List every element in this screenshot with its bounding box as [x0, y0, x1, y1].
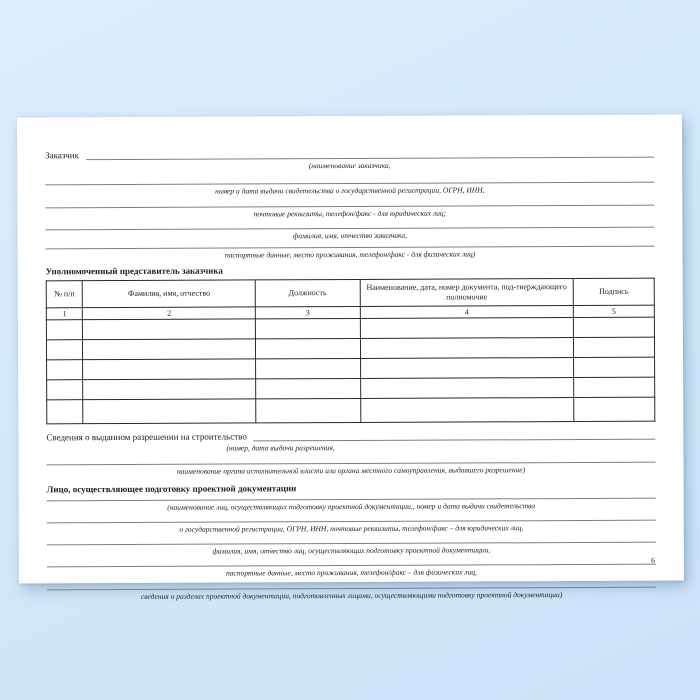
table-row	[46, 337, 654, 360]
column-number: 4	[360, 306, 573, 319]
designer-caption-5: сведения о разделах проектной документации, подготовленных лицами, осуществляющими подготовку проектной документации)	[140, 590, 563, 601]
permit-caption-2: наименование органа исполнительной власти или органа местного самоуправления, выдавшего разрешение)	[176, 465, 526, 476]
designer-caption-3: фамилия, имя, отчество лиц, осуществляющих подготовку проектной документации,	[212, 545, 491, 556]
header-cell-num: № п/п	[46, 281, 83, 308]
permit-caption-1: (номер, дата выдачи разрешения,	[226, 443, 335, 453]
customer-field	[45, 148, 654, 161]
header-cell-name: Фамилия, имя, отчество	[83, 280, 256, 308]
designer-caption-4: паспортные данные, место проживания, телефон/факс – для физических лиц,	[226, 567, 477, 578]
header-cell-position: Должность	[255, 279, 360, 306]
customer-label: Заказчик	[45, 150, 80, 161]
table-row	[47, 397, 655, 424]
customer-caption-4: фамилия, имя, отчество заказчика,	[292, 230, 408, 241]
customer-caption-5: паспортные данные, место проживания, телефон/факс - для физических лиц)	[224, 249, 476, 260]
customer-caption-1: (наименование заказчика,	[308, 160, 391, 171]
representative-heading: Уполномоченный представитель заказчика	[45, 265, 223, 277]
column-number: 5	[573, 305, 654, 317]
designer-caption-1: (наименование лиц, осуществляющих подготовку проектной документации,, номер и дата выдачи свидетельства	[167, 501, 536, 512]
table-row	[47, 357, 655, 380]
table-row	[47, 377, 655, 400]
designer-heading: Лицо, осуществляющее подготовку проектной документации	[46, 483, 297, 495]
customer-caption-2: номер и дата выдачи свидетельства о государственной регистрации, ОГРН, ИНН,	[215, 185, 485, 196]
designer-caption-2: о государственной регистрации, ОГРН, ИНН, почтовые реквизиты, телефон/факс – для юридических лиц,	[179, 523, 524, 534]
permit-label: Сведения о выданном разрешении на строительство	[46, 431, 247, 443]
table-header-row	[46, 278, 654, 308]
document-page	[17, 115, 684, 601]
column-number: 3	[255, 306, 360, 318]
header-cell-document: Наименование, дата, номер документа, под-тверждающего полномочие	[360, 279, 574, 307]
table-row	[46, 317, 654, 340]
header-cell-signature: Подпись	[573, 278, 654, 305]
representatives-table	[46, 278, 656, 425]
permit-blank-line	[254, 430, 656, 442]
customer-caption-3: почтовые реквизиты, телефон/факс - для юридических лиц;	[253, 208, 447, 219]
page-number: 6	[651, 555, 655, 565]
column-number: 2	[83, 307, 256, 320]
permit-field	[46, 430, 655, 443]
column-number: 1	[46, 308, 83, 320]
customer-blank-line	[86, 148, 654, 160]
